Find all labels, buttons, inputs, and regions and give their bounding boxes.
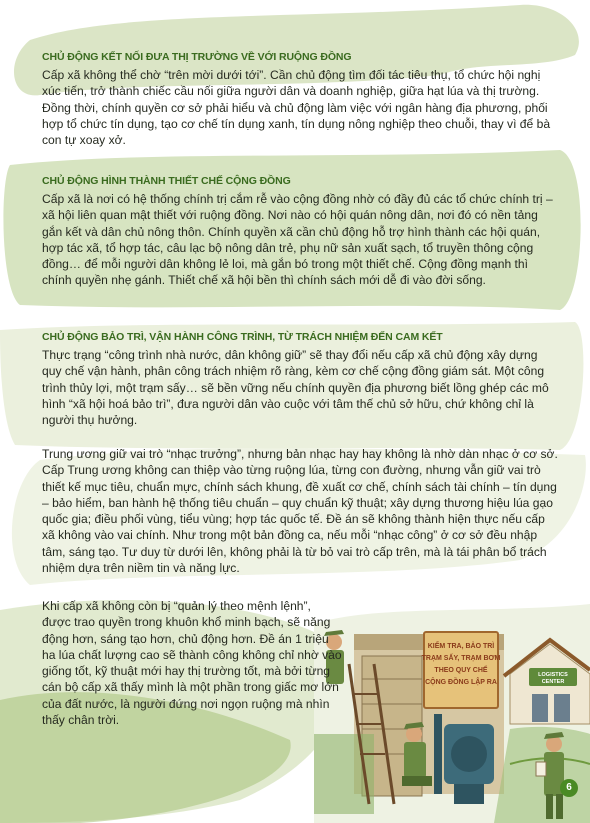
sign-line-4: CỘNG ĐỒNG LẬP RA: [425, 679, 497, 686]
section-1-heading: CHỦ ĐỘNG KẾT NỐI ĐƯA THỊ TRƯỜNG VỀ VỚI RUỘNG ĐỒNG: [42, 51, 352, 63]
page-number: 6: [560, 779, 578, 797]
section-3-paragraph: Thực trạng “công trình nhà nước, dân không giữ” sẽ thay đổi nếu cấp xã chủ động xây dựng quy chế vận hành, phân công trách nhiệm rõ ràng, kèm cơ chế cộng đồng giám sát. Một công trình thủy lợi, một trạm sấy… sẽ bền vững nếu chính quyền địa phương biết lồng ghép các mô hình “xã hội hoá bảo trì”, đưa người dân vào cuộc với tâm thế chủ sở hữu, chứ không chỉ là người thụ hưởng.: [42, 348, 549, 428]
logistics-line-1: LOGISTICS: [538, 672, 568, 678]
section-3-heading: CHỦ ĐỘNG BẢO TRÌ, VẬN HÀNH CÔNG TRÌNH, TỪ TRÁCH NHIỆM ĐẾN CAM KẾT: [42, 331, 443, 343]
section-2-heading: CHỦ ĐỘNG HÌNH THÀNH THIẾT CHẾ CỘNG ĐỒNG: [42, 175, 291, 187]
sign-line-1: KIỂM TRA, BẢO TRÌ: [427, 643, 495, 650]
paragraph-4: Trung ương giữ vai trò “nhạc trưởng”, nhưng bản nhạc hay hay không là nhờ dàn nhạc ở cơ sở. Cấp Trung ương không can thiệp vào từng ruộng lúa, từng con đường, nhưng vẫn giữ vai trò thiết kế mục tiêu, chuẩn mực, chính sách khung, đề xuất cơ chế, chính sách tài chính – tín dụng – bảo hiểm, ban hành hệ thống tiêu chuẩn – quy chuẩn kỹ thuật; xây dựng thương hiệu lúa gạo quốc gia; điều phối vùng, tiểu vùng; hợp tác quốc tế. Đề án sẽ không thành hiện thực nếu cấp xã không vào vai chính. Như trong một bản đồng ca, nếu mỗi “nhạc công” ở cơ sở đều nhập tâm, sáng tạo. Tư duy từ dưới lên, không phải là từ bỏ vai trò cấp trên, mà là tái phân bổ trách nhiệm dựa trên niềm tin và năng lực.: [42, 447, 558, 576]
section-2-paragraph: Cấp xã là nơi có hệ thống chính trị cắm rễ vào cộng đồng nhờ có đầy đủ các tổ chức chính trị – xã hội liên quan mật thiết với ruộng đồng. Nơi nào có hội quán nông dân, nơi đó có nền tảng gắn kết và dân chủ nông thôn. Chính quyền xã cần chủ động hỗ trợ hình thành các hội quán, hợp tác xã, tổ hợp tác, câu lạc bộ nông dân trẻ, phụ nữ sản xuất sạch, tổ truyền thông cộng đồng… để mỗi người dân không lẻ loi, mà gắn bó trong một thiết chế. Cộng đồng mạnh thì chính quyền nhẹ gánh. Thiết chế xã hội bền thì chính sách mới dễ đi vào đời sống.: [42, 192, 553, 288]
sign-line-3: THEO QUY CHẾ: [434, 667, 488, 674]
paragraph-5: Khi cấp xã không còn bị “quản lý theo mệnh lệnh”, được trao quyền trong khuôn khổ minh bạch, sẽ năng động hơn, sáng tạo hơn, chủ động hơn. Đề án 1 triệu ha lúa chất lượng cao sẽ thành công không chỉ nhờ vào giống tốt, kỹ thuật mới hay thị trường tốt, mà bởi từng cán bộ cấp xã thấy mình là một phần trong giấc mơ lớn của đất nước, là người đứng nơi ngọn ruộng mà nhìn thấy chân trời.: [42, 599, 342, 728]
logistics-line-2: CENTER: [541, 679, 565, 685]
section-1-paragraph: Cấp xã không thể chờ “trên mời dưới tới”. Cần chủ động tìm đối tác tiêu thụ, tổ chức hội nghị xúc tiến, trở thành chiếc cầu nối giữa người dân và doanh nghiệp, giữa hạt lúa và thị trường. Đồng thời, chính quyền cơ sở phải hiểu và chủ động làm việc với ngân hàng địa phương, phối hợp tổ chức tín dụng, tạo cơ chế tín dụng xanh, tín dụng nông nghiệp theo chuỗi, thay vì để bà con tự xoay xở.: [42, 68, 551, 148]
sign-line-2: TRẠM SẤY, TRẠM BƠM: [421, 655, 501, 662]
